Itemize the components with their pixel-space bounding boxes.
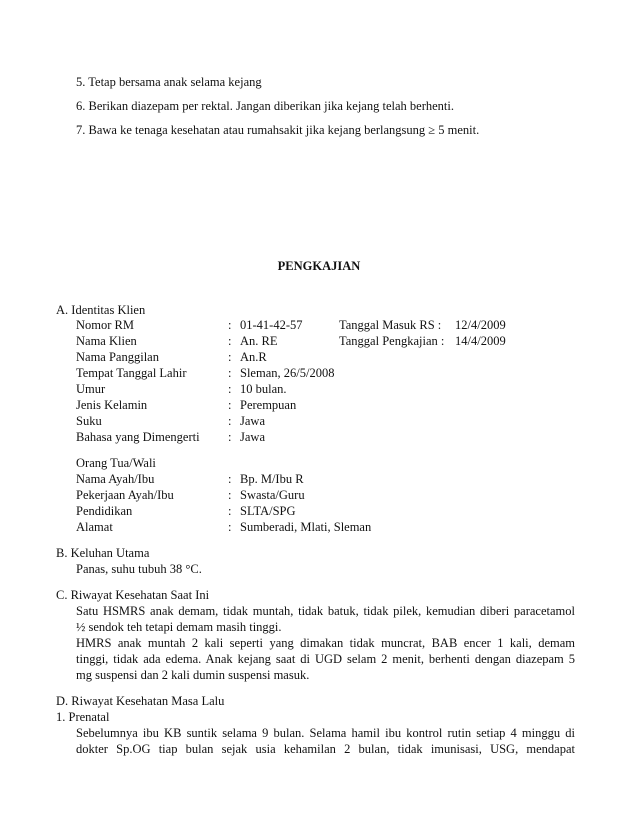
colon: : — [228, 488, 232, 502]
section-d-heading: D. Riwayat Kesehatan Masa Lalu — [56, 694, 225, 708]
identity-label: Jenis Kelamin — [76, 398, 148, 412]
identity-value: Jawa — [240, 414, 265, 428]
identity-value: Sleman, 26/5/2008 — [240, 366, 335, 380]
colon: : — [228, 334, 232, 348]
guardian-label: Pekerjaan Ayah/Ibu — [76, 488, 174, 502]
section-d-subheading: 1. Prenatal — [56, 710, 110, 724]
colon: : — [228, 350, 232, 364]
paragraph-line: Sebelumnya ibu KB suntik selama 9 bulan. Selama hamil ibu kontrol rutin setiap 4 minggu di — [76, 726, 575, 740]
colon: : — [228, 414, 232, 428]
section-b-text: Panas, suhu tubuh 38 °C. — [76, 562, 202, 576]
colon: : — [228, 398, 232, 412]
section-b-heading: B. Keluhan Utama — [56, 546, 150, 560]
section-a-heading: A. Identitas Klien — [56, 303, 146, 317]
paragraph-line: dokter Sp.OG tiap bulan sejak usia kehamilan 2 bulan, tidak imunisasi, USG, mendapat — [76, 742, 575, 756]
identity-value: Jawa — [240, 430, 265, 444]
guardian-value: Swasta/Guru — [240, 488, 305, 502]
colon: : — [228, 366, 232, 380]
identity-value: An. RE — [240, 334, 278, 348]
identity-label: Suku — [76, 414, 102, 428]
admission-date-value: 12/4/2009 — [455, 318, 506, 332]
identity-label: Nomor RM — [76, 318, 134, 332]
paragraph-line: Satu HSMRS anak demam, tidak muntah, tidak batuk, tidak pilek, kemudian diberi paracetamol — [76, 604, 575, 618]
guardian-value: Sumberadi, Mlati, Sleman — [240, 520, 372, 534]
guardian-label: Alamat — [76, 520, 113, 534]
paragraph-line: mg suspensi dan 2 kali dumin suspensi masuk. — [76, 668, 310, 682]
section-c-heading: C. Riwayat Kesehatan Saat Ini — [56, 588, 210, 602]
identity-label: Nama Klien — [76, 334, 137, 348]
step-7: 7. Bawa ke tenaga kesehatan atau rumahsakit jika kejang berlangsung ≥ 5 menit. — [76, 123, 480, 137]
step-5: 5. Tetap bersama anak selama kejang — [76, 75, 262, 89]
identity-value: An.R — [240, 350, 267, 364]
identity-value: 01-41-42-57 — [240, 318, 303, 332]
guardian-heading: Orang Tua/Wali — [76, 456, 156, 470]
paragraph-line: tinggi, tidak ada edema. Anak kejang saat di UGD selam 2 menit, berhenti dengan diazepam 5 — [76, 652, 575, 666]
guardian-value: SLTA/SPG — [240, 504, 296, 518]
colon: : — [228, 430, 232, 444]
guardian-label: Nama Ayah/Ibu — [76, 472, 155, 486]
identity-label: Umur — [76, 382, 106, 396]
paragraph-line: ½ sendok teh tetapi demam masih tinggi. — [76, 620, 282, 634]
identity-value: 10 bulan. — [240, 382, 287, 396]
page-title: PENGKAJIAN — [277, 259, 361, 273]
colon: : — [228, 504, 232, 518]
guardian-value: Bp. M/Ibu R — [240, 472, 304, 486]
paragraph-line: HMRS anak muntah 2 kali seperti yang dimakan tidak muncrat, BAB encer 1 kali, demam — [76, 636, 575, 650]
identity-label: Tempat Tanggal Lahir — [76, 366, 187, 380]
assessment-date-label: Tanggal Pengkajian : — [339, 334, 445, 348]
colon: : — [228, 318, 232, 332]
guardian-label: Pendidikan — [76, 504, 133, 518]
admission-date-label: Tanggal Masuk RS : — [339, 318, 442, 332]
assessment-date-value: 14/4/2009 — [455, 334, 506, 348]
identity-label: Bahasa yang Dimengerti — [76, 430, 200, 444]
identity-value: Perempuan — [240, 398, 297, 412]
colon: : — [228, 382, 232, 396]
identity-label: Nama Panggilan — [76, 350, 159, 364]
colon: : — [228, 472, 232, 486]
step-6: 6. Berikan diazepam per rektal. Jangan diberikan jika kejang telah berhenti. — [76, 99, 454, 113]
colon: : — [228, 520, 232, 534]
